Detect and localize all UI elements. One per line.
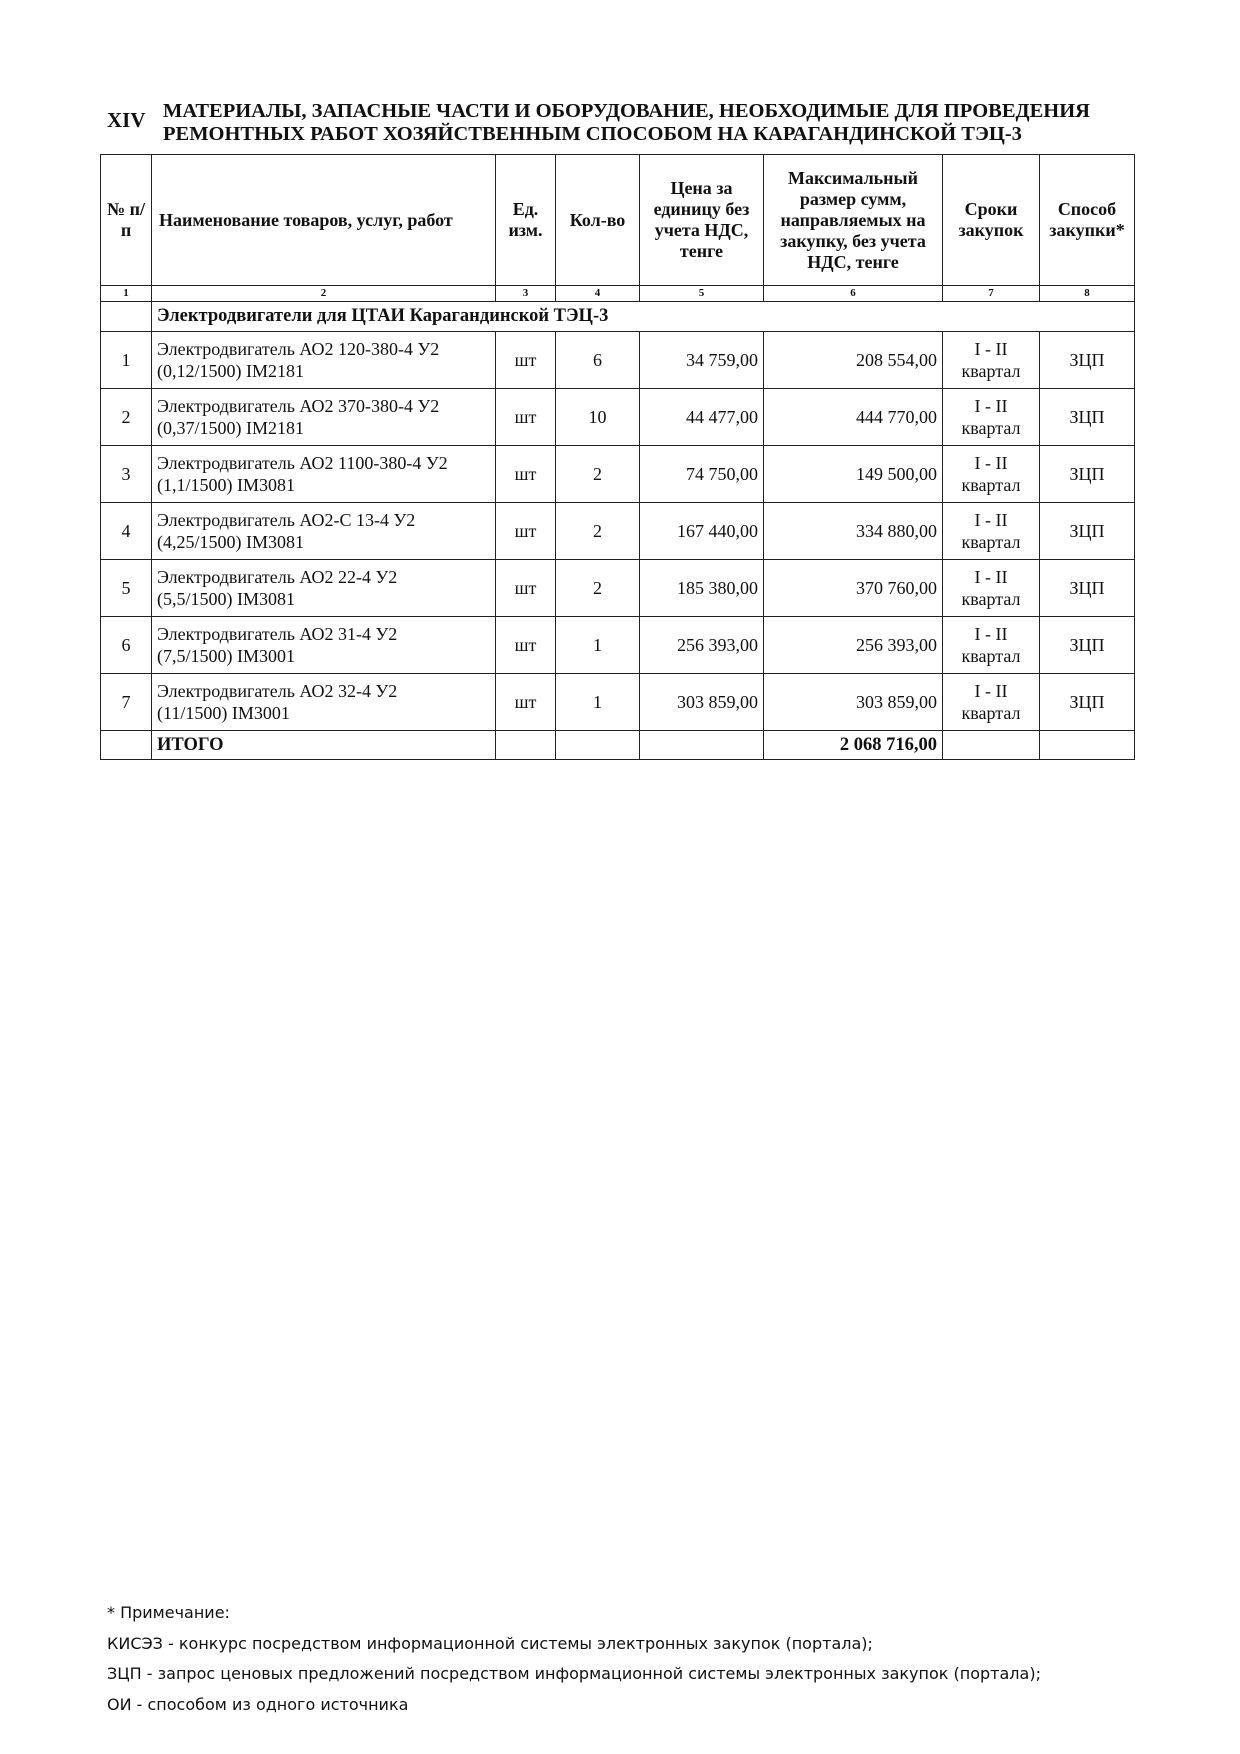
item-method: ЗЦП <box>1040 503 1135 560</box>
item-name-line-1: Электродвигатель АО2-С 13-4 У2 <box>157 510 416 530</box>
header-method: Способ закупки* <box>1040 155 1135 286</box>
footnote-line: КИСЭЗ - конкурс посредством информационной системы электронных закупок (портала); <box>107 1633 873 1653</box>
item-term <box>943 389 1040 446</box>
row-number: 5 <box>101 560 152 617</box>
item-price: 44 477,00 <box>640 389 764 446</box>
item-unit: шт <box>496 674 556 731</box>
item-qty: 10 <box>556 389 640 446</box>
item-term-line-1: I - II <box>974 624 1008 644</box>
item-name <box>152 674 496 731</box>
item-unit: шт <box>496 446 556 503</box>
item-price: 74 750,00 <box>640 446 764 503</box>
item-method: ЗЦП <box>1040 560 1135 617</box>
table-row <box>101 389 1135 446</box>
item-sum: 334 880,00 <box>764 503 943 560</box>
header-qty: Кол-во <box>556 155 640 286</box>
item-term <box>943 446 1040 503</box>
item-name-line-2: (7,5/1500) IM3001 <box>157 646 295 666</box>
row-number: 2 <box>101 389 152 446</box>
item-term-line-1: I - II <box>974 567 1008 587</box>
row-number: 3 <box>101 446 152 503</box>
item-name-line-1: Электродвигатель АО2 120-380-4 У2 <box>157 339 440 359</box>
item-name-line-2: (0,12/1500) IM2181 <box>157 361 304 381</box>
item-term <box>943 560 1040 617</box>
item-method: ЗЦП <box>1040 674 1135 731</box>
section-number: XIV <box>107 108 146 132</box>
item-name <box>152 446 496 503</box>
item-unit: шт <box>496 389 556 446</box>
header-unit: Ед. изм. <box>496 155 556 286</box>
item-term-line-2: квартал <box>961 646 1021 666</box>
item-term-line-2: квартал <box>961 589 1021 609</box>
item-name-line-1: Электродвигатель АО2 370-380-4 У2 <box>157 396 440 416</box>
col-number: 7 <box>943 286 1040 302</box>
table-row <box>101 446 1135 503</box>
item-term <box>943 503 1040 560</box>
item-sum: 208 554,00 <box>764 332 943 389</box>
table-row <box>101 503 1135 560</box>
section-title <box>163 100 1123 146</box>
item-term-line-1: I - II <box>974 339 1008 359</box>
total-label: ИТОГО <box>152 731 496 760</box>
header-price: Цена за единицу без учета НДС, тенге <box>640 155 764 286</box>
item-name <box>152 503 496 560</box>
col-number: 5 <box>640 286 764 302</box>
column-number-row <box>101 286 1135 302</box>
header-terms: Сроки закупок <box>943 155 1040 286</box>
group-title: Электродвигатели для ЦТАИ Карагандинской ТЭЦ-3 <box>152 302 1135 332</box>
item-term-line-2: квартал <box>961 532 1021 552</box>
item-term-line-2: квартал <box>961 475 1021 495</box>
section-title-line-1: МАТЕРИАЛЫ, ЗАПАСНЫЕ ЧАСТИ И ОБОРУДОВАНИЕ, НЕОБХОДИМЫЕ ДЛЯ ПРОВЕДЕНИЯ <box>163 100 1090 122</box>
item-qty: 2 <box>556 446 640 503</box>
row-number: 6 <box>101 617 152 674</box>
total-row <box>101 731 1135 760</box>
procurement-table <box>100 154 1135 760</box>
col-number: 4 <box>556 286 640 302</box>
item-name-line-1: Электродвигатель АО2 32-4 У2 <box>157 681 398 701</box>
footnote-line: ЗЦП - запрос ценовых предложений посредством информационной системы электронных закупок (портала); <box>107 1664 1041 1683</box>
col-number: 3 <box>496 286 556 302</box>
item-sum: 444 770,00 <box>764 389 943 446</box>
item-term-line-2: квартал <box>961 361 1021 381</box>
item-name-line-2: (5,5/1500) IM3081 <box>157 589 295 609</box>
footnote-title: * Примечание: <box>107 1603 230 1622</box>
header-num: № п/п <box>101 155 152 286</box>
item-method: ЗЦП <box>1040 389 1135 446</box>
item-name-line-2: (4,25/1500) IM3081 <box>157 532 304 552</box>
col-number: 2 <box>152 286 496 302</box>
item-method: ЗЦП <box>1040 446 1135 503</box>
item-price: 167 440,00 <box>640 503 764 560</box>
item-method: ЗЦП <box>1040 332 1135 389</box>
item-qty: 2 <box>556 560 640 617</box>
item-unit: шт <box>496 560 556 617</box>
table-row <box>101 617 1135 674</box>
header-max-sum: Максимальный размер сумм, направляемых на закупку, без учета НДС, тенге <box>764 155 943 286</box>
item-term-line-2: квартал <box>961 703 1021 723</box>
item-term-line-1: I - II <box>974 453 1008 473</box>
item-name <box>152 332 496 389</box>
item-unit: шт <box>496 503 556 560</box>
item-sum: 370 760,00 <box>764 560 943 617</box>
row-number: 1 <box>101 332 152 389</box>
item-qty: 1 <box>556 617 640 674</box>
item-name-line-2: (11/1500) IM3001 <box>157 703 290 723</box>
total-value: 2 068 716,00 <box>764 731 943 760</box>
item-term <box>943 617 1040 674</box>
item-name-line-2: (0,37/1500) IM2181 <box>157 418 304 438</box>
item-qty: 1 <box>556 674 640 731</box>
item-name <box>152 389 496 446</box>
item-method: ЗЦП <box>1040 617 1135 674</box>
col-number: 1 <box>101 286 152 302</box>
item-price: 185 380,00 <box>640 560 764 617</box>
item-name-line-2: (1,1/1500) IM3081 <box>157 475 295 495</box>
item-unit: шт <box>496 617 556 674</box>
header-name: Наименование товаров, услуг, работ <box>152 155 496 286</box>
item-sum: 303 859,00 <box>764 674 943 731</box>
item-term-line-2: квартал <box>961 418 1021 438</box>
item-name <box>152 617 496 674</box>
row-number: 7 <box>101 674 152 731</box>
item-price: 34 759,00 <box>640 332 764 389</box>
table-row <box>101 332 1135 389</box>
item-term-line-1: I - II <box>974 681 1008 701</box>
item-price: 303 859,00 <box>640 674 764 731</box>
item-qty: 2 <box>556 503 640 560</box>
item-name-line-1: Электродвигатель АО2 31-4 У2 <box>157 624 398 644</box>
item-name-line-1: Электродвигатель АО2 22-4 У2 <box>157 567 398 587</box>
item-name <box>152 560 496 617</box>
item-sum: 256 393,00 <box>764 617 943 674</box>
col-number: 6 <box>764 286 943 302</box>
footnote-line: ОИ - способом из одного источника <box>107 1694 409 1714</box>
table-row <box>101 560 1135 617</box>
footnotes <box>107 1598 1207 1720</box>
table-header-row <box>101 155 1135 286</box>
table-row <box>101 674 1135 731</box>
item-sum: 149 500,00 <box>764 446 943 503</box>
item-term-line-1: I - II <box>974 510 1008 530</box>
item-term <box>943 674 1040 731</box>
item-name-line-1: Электродвигатель АО2 1100-380-4 У2 <box>157 453 448 473</box>
group-row <box>101 302 1135 332</box>
col-number: 8 <box>1040 286 1135 302</box>
section-title-line-2: РЕМОНТНЫХ РАБОТ ХОЗЯЙСТВЕННЫМ СПОСОБОМ НА КАРАГАНДИНСКОЙ ТЭЦ-3 <box>163 123 1022 145</box>
item-unit: шт <box>496 332 556 389</box>
row-number: 4 <box>101 503 152 560</box>
item-price: 256 393,00 <box>640 617 764 674</box>
item-term-line-1: I - II <box>974 396 1008 416</box>
item-term <box>943 332 1040 389</box>
item-qty: 6 <box>556 332 640 389</box>
